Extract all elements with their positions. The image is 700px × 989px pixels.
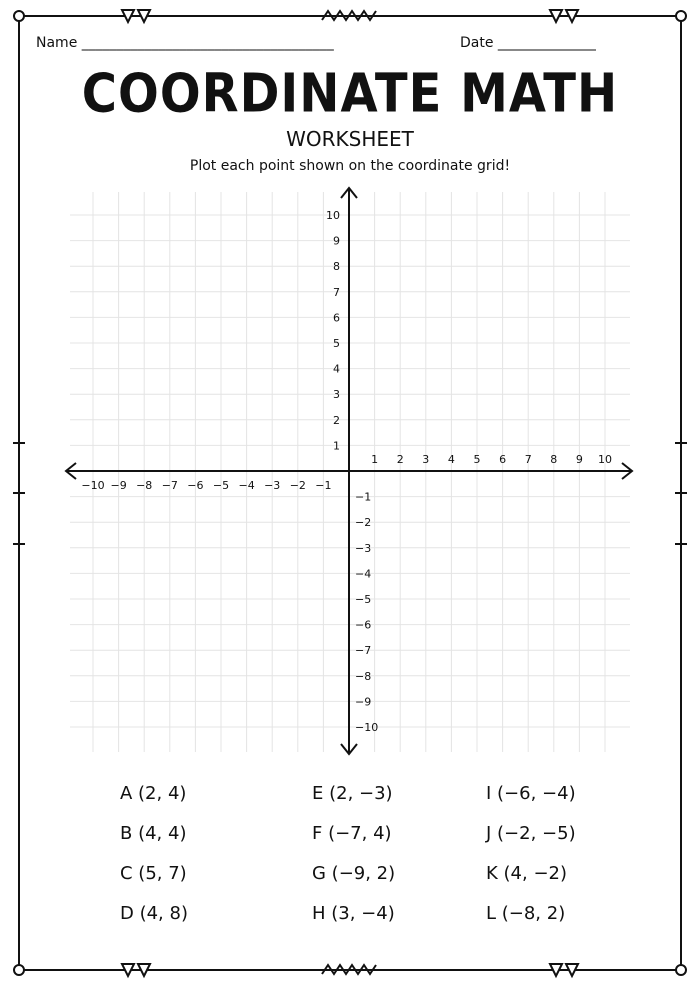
y-tick-label: 10 — [326, 209, 340, 222]
x-tick-label: −6 — [187, 479, 204, 492]
x-tick-label: 3 — [422, 453, 430, 466]
x-tick-label: 5 — [473, 453, 481, 466]
x-tick-label: 8 — [550, 453, 558, 466]
point-e: E (2, −3) — [312, 783, 393, 804]
name-field[interactable]: Name ____________________________________ — [36, 35, 334, 51]
point-a: A (2, 4) — [120, 783, 187, 804]
x-tick-label: 2 — [396, 453, 404, 466]
x-tick-label: 7 — [524, 453, 532, 466]
x-tick-label: 10 — [598, 453, 612, 466]
x-tick-label: −1 — [315, 479, 332, 492]
point-b: B (4, 4) — [120, 823, 187, 844]
y-tick-label: −7 — [355, 644, 372, 658]
y-tick-label: −2 — [355, 516, 372, 530]
point-l: L (−8, 2) — [486, 903, 566, 924]
page-title: COORDINATE MATH — [81, 62, 619, 125]
x-tick-label: 6 — [499, 453, 507, 466]
y-tick-label: −1 — [355, 490, 372, 504]
x-tick-label: −3 — [264, 479, 281, 492]
y-tick-label: 7 — [333, 285, 340, 299]
date-field[interactable]: Date ______________ — [460, 35, 596, 51]
point-d: D (4, 8) — [120, 903, 188, 924]
point-i: I (−6, −4) — [486, 783, 576, 804]
x-tick-label: −7 — [161, 479, 178, 492]
y-tick-label: 4 — [333, 362, 340, 376]
x-tick-label: −10 — [81, 479, 105, 492]
y-tick-label: 3 — [333, 388, 340, 402]
y-tick-label: 5 — [333, 337, 340, 350]
y-tick-label: −8 — [355, 669, 372, 683]
y-tick-label: 6 — [333, 311, 340, 325]
point-f: F (−7, 4) — [312, 823, 392, 844]
x-tick-label: −4 — [238, 479, 255, 492]
point-h: H (3, −4) — [312, 903, 395, 924]
x-tick-label: 9 — [575, 453, 583, 466]
x-tick-label: −5 — [212, 479, 230, 492]
x-tick-label: −2 — [289, 479, 306, 492]
y-tick-label: 2 — [333, 413, 340, 427]
point-k: K (4, −2) — [486, 863, 567, 884]
x-tick-label: −9 — [110, 479, 127, 492]
point-g: G (−9, 2) — [312, 863, 396, 884]
y-tick-label: −9 — [355, 695, 372, 709]
x-tick-label: 4 — [447, 453, 455, 466]
point-j: J (−2, −5) — [486, 823, 576, 844]
y-tick-label: 1 — [333, 439, 340, 453]
x-tick-label: 1 — [371, 453, 379, 466]
y-tick-label: −3 — [355, 541, 372, 555]
y-tick-label: −6 — [355, 618, 372, 632]
y-tick-label: −10 — [355, 721, 379, 734]
instructions: Plot each point shown on the coordinate grid! — [189, 158, 511, 174]
y-tick-label: −4 — [355, 567, 372, 581]
point-c: C (5, 7) — [120, 863, 187, 884]
points-list — [0, 783, 700, 943]
page-subtitle: WORKSHEET — [286, 127, 414, 151]
y-tick-label: 8 — [333, 260, 340, 274]
y-tick-label: 9 — [333, 234, 340, 248]
y-tick-label: −5 — [355, 593, 372, 606]
x-tick-label: −8 — [136, 479, 153, 492]
